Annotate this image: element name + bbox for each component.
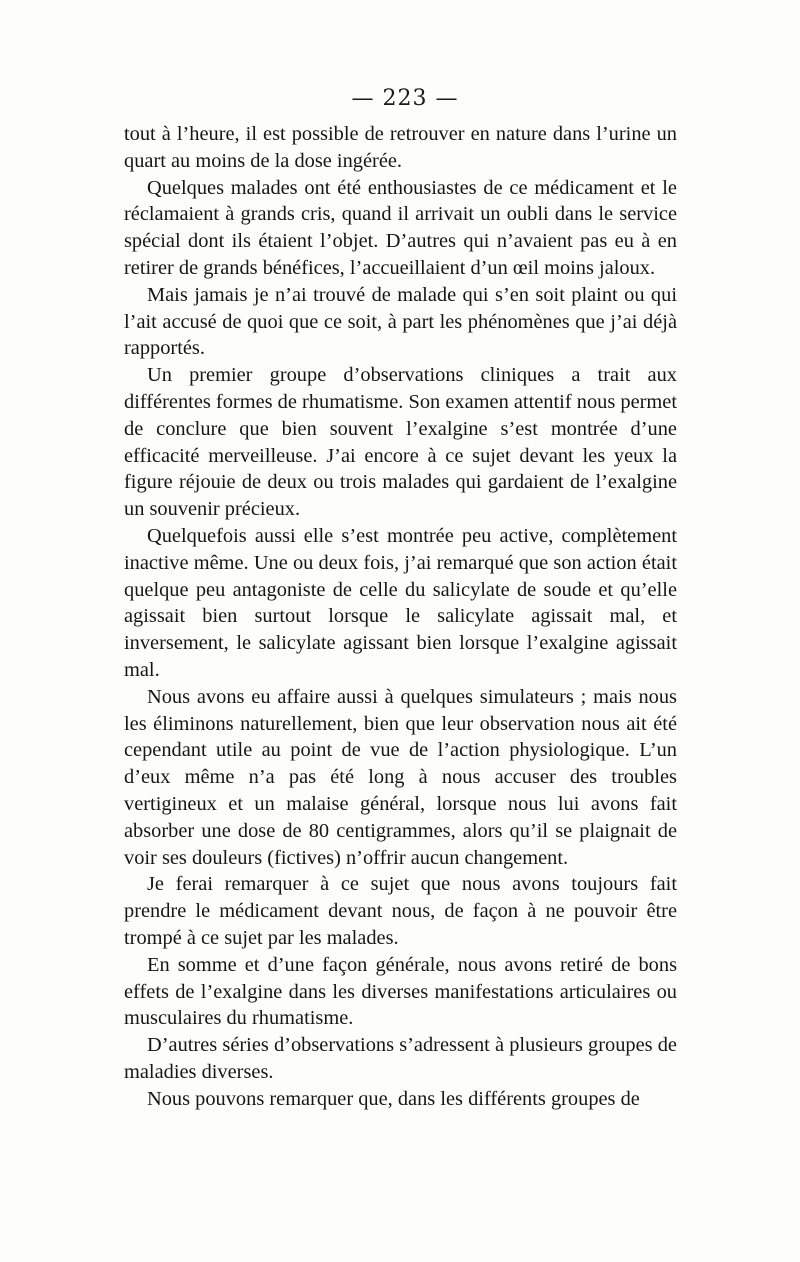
- page-number: — 223 —: [351, 86, 459, 111]
- paragraph: Un premier groupe d’observations cliniques a trait aux différentes formes de rhumatisme. Son examen attentif nous permet de conclure que bien souvent l’exalgine s’est montrée d’une efficacité merveilleuse. J’ai encore à ce sujet devant les yeux la figure réjouie de deux ou trois malades qui gardaient de l’exalgine un souvenir précieux.: [124, 364, 677, 521]
- paragraph-last: Nous pouvons remarquer que, dans les différents groupes de: [147, 1087, 640, 1110]
- paragraph: Nous avons eu affaire aussi à quelques simulateurs ; mais nous les éliminons naturellement, bien que leur observation nous ait été cependant utile au point de vue de l’action physiologique. L’un d’eux même n’a pas été long à nous accuser des troubles vertigineux et un malaise général, lorsque nous lui avons fait absorber une dose de 80 centigrammes, alors qu’il se plaignait de voir ses douleurs (fictives) n’offrir aucun changement.: [124, 685, 677, 869]
- paragraph: Mais jamais je n’ai trouvé de malade qui s’en soit plaint ou qui l’ait accusé de quoi que ce soit, à part les phénomènes que j’ai déjà rapportés.: [124, 283, 677, 360]
- paragraph: D’autres séries d’observations s’adressent à plusieurs groupes de maladies diverses.: [124, 1034, 677, 1083]
- paragraph: En somme et d’une façon générale, nous avons retiré de bons effets de l’exalgine dans les diverses manifestations articulaires ou musculaires du rhumatisme.: [124, 953, 677, 1030]
- paragraph: Je ferai remarquer à ce sujet que nous avons toujours fait prendre le médicament devant nous, de façon à ne pouvoir être trompé à ce sujet par les malades.: [124, 873, 677, 949]
- paragraph: Quelquefois aussi elle s’est montrée peu active, complètement inactive même. Une ou deux fois, j’ai remarqué que son action était quelque peu antagoniste de celle du salicylate de soude et qu’elle agissait bien surtout lorsque le salicylate agissait mal, et inversement, le salicylate agissant bien lorsque l’exalgine agissait mal.: [124, 524, 677, 681]
- paragraph-continuation: tout à l’heure, il est possible de retrouver en nature dans l’urine un quart au moins de la dose ingérée.: [124, 123, 677, 172]
- paragraph: Quelques malades ont été enthousiastes de ce médicament et le réclamaient à grands cris, quand il arrivait un oubli dans le service spécial dont ils étaient l’objet. D’autres qui n’avaient pas eu à en retirer de grands bénéfices, l’accueillaient d’un œil moins jaloux.: [124, 176, 677, 279]
- body-text: [124, 121, 677, 1112]
